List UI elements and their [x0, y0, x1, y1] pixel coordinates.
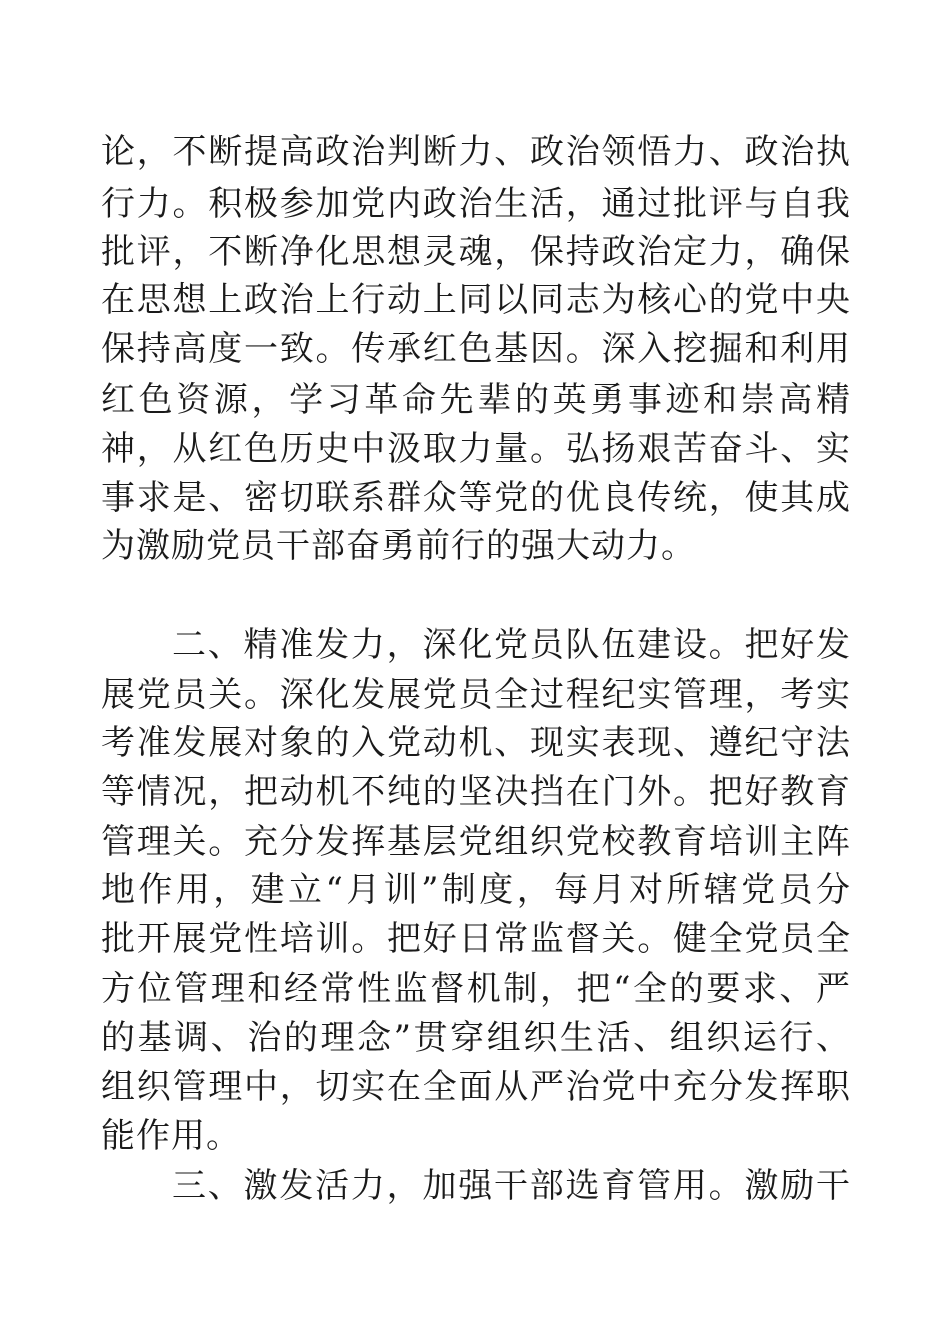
text-line: 批开展党性培训。把好日常监督关。健全党员全	[101, 919, 851, 959]
text-line: 组织管理中，切实在全面从严治党中充分发挥职	[101, 1067, 851, 1107]
text-line: 方位管理和经常性监督机制，把“全的要求、严	[101, 969, 851, 1009]
text-line: 论，不断提高政治判断力、政治领悟力、政治执	[101, 132, 851, 172]
text-line: 考准发展对象的入党动机、现实表现、遵纪守法	[101, 723, 851, 763]
text-line: 展党员关。深化发展党员全过程纪实管理，考实	[101, 675, 851, 715]
text-line: 地作用，建立“月训”制度，每月对所辖党员分	[101, 870, 851, 910]
text-line: 红色资源，学习革命先辈的英勇事迹和崇高精	[101, 380, 851, 420]
text-line: 等情况，把动机不纯的坚决挡在门外。把好教育	[101, 772, 851, 812]
text-line: 事求是、密切联系群众等党的优良传统，使其成	[101, 478, 851, 518]
text-line: 的基调、治的理念”贯穿组织生活、组织运行、	[101, 1018, 851, 1058]
text-line: 在思想上政治上行动上同以同志为核心的党中央	[101, 280, 851, 320]
text-line: 三、激发活力，加强干部选育管用。激励干	[172, 1166, 851, 1206]
text-line: 管理关。充分发挥基层党组织党校教育培训主阵	[101, 822, 851, 862]
text-line: 二、精准发力，深化党员队伍建设。把好发	[172, 625, 851, 665]
text-line: 保持高度一致。传承红色基因。深入挖掘和利用	[101, 329, 851, 369]
text-line: 为激励党员干部奋勇前行的强大动力。	[101, 526, 696, 566]
text-line: 批评，不断净化思想灵魂，保持政治定力，确保	[101, 232, 851, 272]
text-line: 行力。积极参加党内政治生活，通过批评与自我	[101, 184, 851, 224]
text-line: 能作用。	[101, 1116, 241, 1156]
text-line: 神，从红色历史中汲取力量。弘扬艰苦奋斗、实	[101, 429, 851, 469]
